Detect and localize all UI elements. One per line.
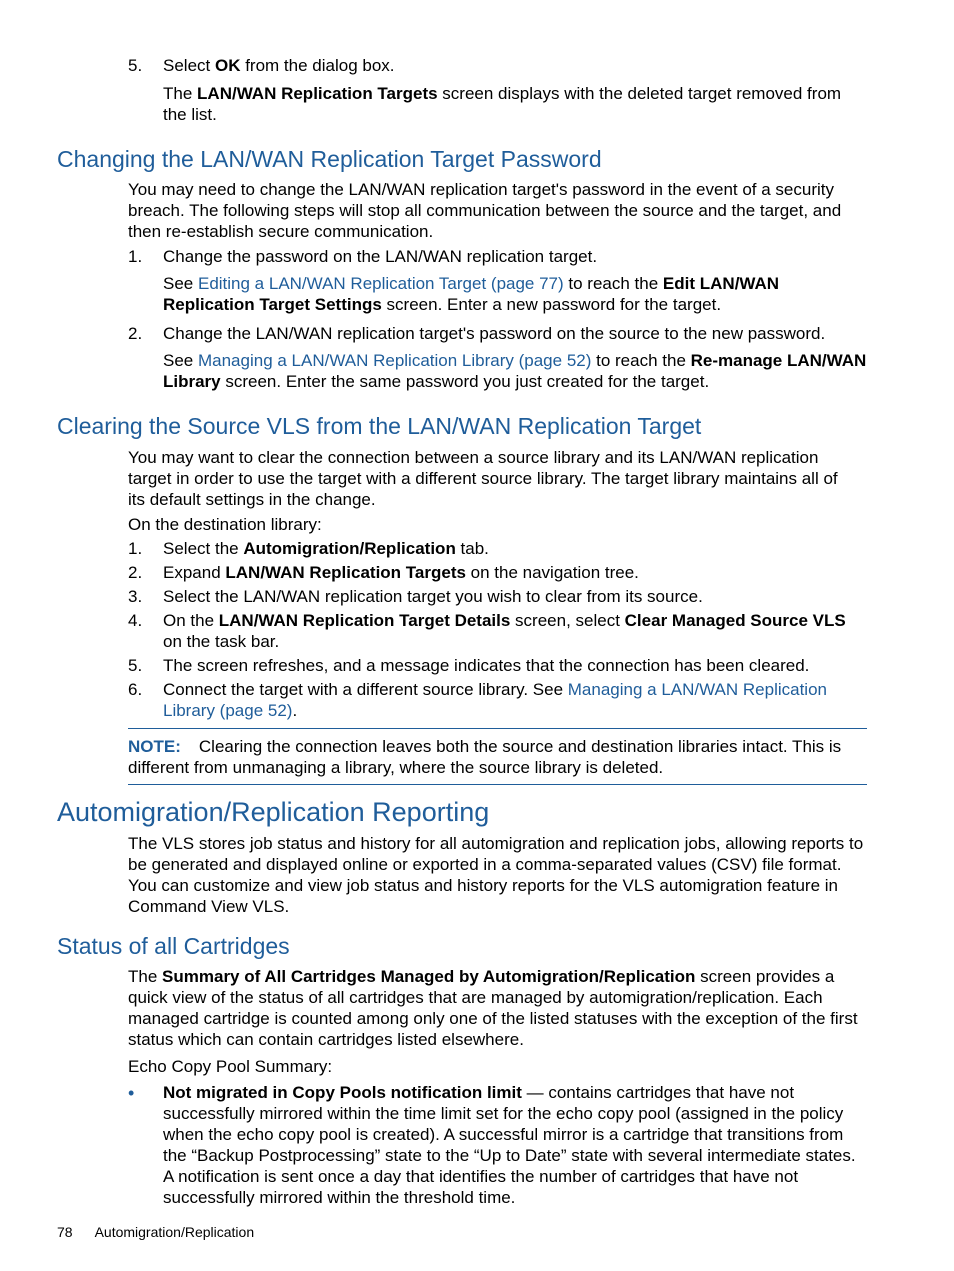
password-intro: You may need to change the LAN/WAN replication target's password in the event of a security breach. The following steps will stop all communication between the source and the target, and then re-establish secure communication.	[128, 180, 842, 241]
chapter-heading-reporting: Automigration/Replication Reporting	[57, 797, 490, 827]
password-step-1-detail: See Editing a LAN/WAN Replication Target (page 77) to reach the Edit LAN/WAN Replication Target Settings screen. Enter a new password for the target.	[163, 274, 780, 314]
reporting-intro: The VLS stores job status and history for all automigration and replication jobs, allowing reports to be generated and displayed online or exported in a comma-separated values (CSV) file format. You can customize and view job status and history reports for the VLS automigration feature in Command View VLS.	[128, 834, 864, 916]
clear-step-5: The screen refreshes, and a message indicates that the connection has been cleared.	[163, 656, 810, 675]
note-label: NOTE:	[128, 737, 181, 756]
managing-library-link[interactable]: Managing a LAN/WAN Replication Library (page 52)	[197, 351, 592, 370]
section-heading-password: Changing the LAN/WAN Replication Target Password	[57, 146, 602, 172]
clear-step-3: Select the LAN/WAN replication target you wish to clear from its source.	[163, 587, 703, 606]
clear-step-6: Connect the target with a different source library. See Managing a LAN/WAN Replication Library (page 52).	[163, 680, 827, 720]
step-number: 6.	[128, 680, 143, 699]
status-bullet-1: Not migrated in Copy Pools notification limit — contains cartridges that have not successfully mirrored within the time limit set for the echo copy pool (assigned in the policy when the echo copy pool is created). A successful mirror is a cartridge that transitions from the “Backup Postprocessing” state to the “Up to Date” state with several intermediate states. A notification is sent once a day that identifies the number of cartridges that have not successfully mirrored within the threshold time.	[163, 1083, 856, 1207]
step-number: 1.	[128, 247, 143, 266]
clear-step-1: Select the Automigration/Replication tab.	[163, 539, 489, 558]
destination-label: On the destination library:	[128, 515, 322, 534]
password-step-1: Change the password on the LAN/WAN replication target.	[163, 247, 598, 266]
step-number: 4.	[128, 611, 143, 630]
password-step-2-detail: See Managing a LAN/WAN Replication Library (page 52) to reach the Re-manage LAN/WAN Library screen. Enter the same password you just created for the target.	[163, 351, 867, 391]
note-bottom-rule	[128, 784, 867, 785]
status-intro: The Summary of All Cartridges Managed by Automigration/Replication screen provides a quick view of the status of all cartridges that are managed by automigration/replication. Each managed cartridge is counted among only one of the listed statuses with the exception of the first status which can contain cartridges listed elsewhere.	[128, 967, 858, 1049]
page-footer	[57, 1222, 254, 1243]
managing-library-link[interactable]: Managing a LAN/WAN Replication Library (page 52)	[163, 680, 827, 720]
step-number: 2.	[128, 324, 143, 343]
echo-copy-label: Echo Copy Pool Summary:	[128, 1057, 333, 1076]
step-5-detail: The LAN/WAN Replication Targets screen displays with the deleted target removed from the list.	[163, 84, 842, 124]
clear-step-2: Expand LAN/WAN Replication Targets on the navigation tree.	[163, 563, 639, 582]
note-top-rule	[128, 728, 867, 729]
step-number: 3.	[128, 587, 143, 606]
step-number: 5.	[128, 56, 143, 75]
note-box	[128, 736, 863, 778]
step-number: 5.	[128, 656, 143, 675]
section-heading-clear: Clearing the Source VLS from the LAN/WAN Replication Target	[57, 413, 702, 439]
footer-chapter: Automigration/Replication	[94, 1224, 255, 1240]
clear-intro: You may want to clear the connection between a source library and its LAN/WAN replication target in order to use the target with a different source library. The target library maintains all of its default settings in the change.	[128, 448, 838, 509]
step-5-text: Select OK from the dialog box.	[163, 56, 395, 75]
bullet-icon: •	[128, 1083, 135, 1103]
step-number: 1.	[128, 539, 143, 558]
page-number: 78	[57, 1224, 73, 1240]
note-text: Clearing the connection leaves both the source and destination libraries intact. This is different from unmanaging a library, where the source library is deleted.	[128, 737, 842, 777]
editing-target-link[interactable]: Editing a LAN/WAN Replication Target (page 77)	[197, 274, 564, 293]
section-heading-status: Status of all Cartridges	[57, 933, 290, 959]
step-number: 2.	[128, 563, 143, 582]
clear-step-4: On the LAN/WAN Replication Target Details screen, select Clear Managed Source VLS on the task bar.	[163, 611, 846, 651]
ok-label: OK	[214, 56, 241, 75]
password-step-2: Change the LAN/WAN replication target's password on the source to the new password.	[163, 324, 826, 343]
